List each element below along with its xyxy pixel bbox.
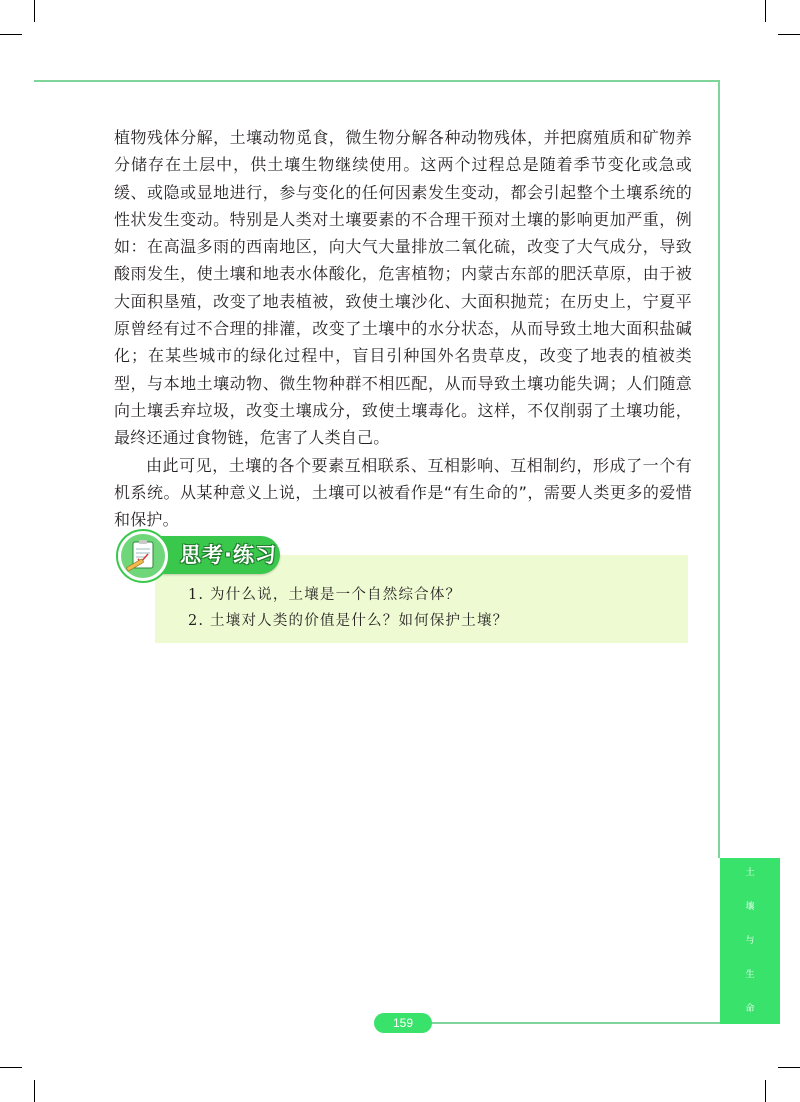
crop-mark — [0, 34, 22, 35]
chapter-side-tab — [720, 858, 780, 1024]
clipboard-pencil-icon — [116, 529, 170, 583]
paragraph: 由此可见，土壤的各个要素互相联系、互相影响、互相制约，形成了一个有机系统。从某种意义上说，土壤可以被看作是“有生命的”，需要人类更多的爱惜和保护。 — [114, 455, 692, 530]
paragraph: 植物残体分解，土壤动物觅食，微生物分解各种动物残体，并把腐殖质和矿物养分储存在土层中，供土壤生物继续使用。这两个过程总是随着季节变化或急或缓、或隐或显地进行，参与变化的任何因素发生变动，都会引起整个土壤系统的性状发生变动。特别是人类对土壤要素的不合理干预对土壤的影响更加严重，例如：在高温多雨的西南地区，向大气大量排放二氧化硫，改变了大气成分，导致酸雨发生，使土壤和地表水体酸化，危害植物；内蒙古东部的肥沃草原，由于被大面积垦殖，改变了地表植被，致使土壤沙化、大面积抛荒；在历史上，宁夏平原曾经有过不合理的排灌，改变了土壤中的水分状态，从而导致土地大面积盐碱化；在某些城市的绿化过程中，盲目引种国外名贵草皮，改变了地表的植被类型，与本地土壤动物、微生物种群不相匹配，从而导致土壤功能失调；人们随意向土壤丢弃垃圾，改变土壤成分，致使土壤毒化。这样，不仅削弱了土壤功能，最终还通过食物链，危害了人类自己。 — [114, 128, 692, 448]
page-frame-top — [34, 80, 720, 82]
body-text — [114, 124, 692, 533]
crop-mark — [0, 1067, 22, 1068]
exercise-question: 2. 土壤对人类的价值是什么？如何保护土壤？ — [188, 613, 509, 629]
page-number-badge — [374, 1013, 432, 1033]
page-frame-right — [718, 80, 720, 858]
side-tab-char: 生 — [745, 970, 755, 980]
exercise-question: 1. 为什么说，土壤是一个自然综合体？ — [188, 587, 462, 603]
page-number: 159 — [392, 1016, 414, 1030]
exercise-question-list — [188, 582, 508, 634]
exercise-label: 思考·练习 — [180, 543, 277, 567]
crop-mark — [34, 1080, 35, 1102]
crop-mark — [778, 34, 800, 35]
page-frame-bottom — [418, 1022, 720, 1024]
crop-mark — [778, 1067, 800, 1068]
crop-mark — [34, 0, 35, 22]
side-tab-char: 命 — [745, 1004, 755, 1014]
crop-mark — [765, 0, 766, 22]
crop-mark — [765, 1080, 766, 1102]
side-tab-char: 与 — [745, 936, 755, 946]
side-tab-char: 壤 — [745, 902, 755, 912]
side-tab-char: 土 — [745, 868, 755, 878]
